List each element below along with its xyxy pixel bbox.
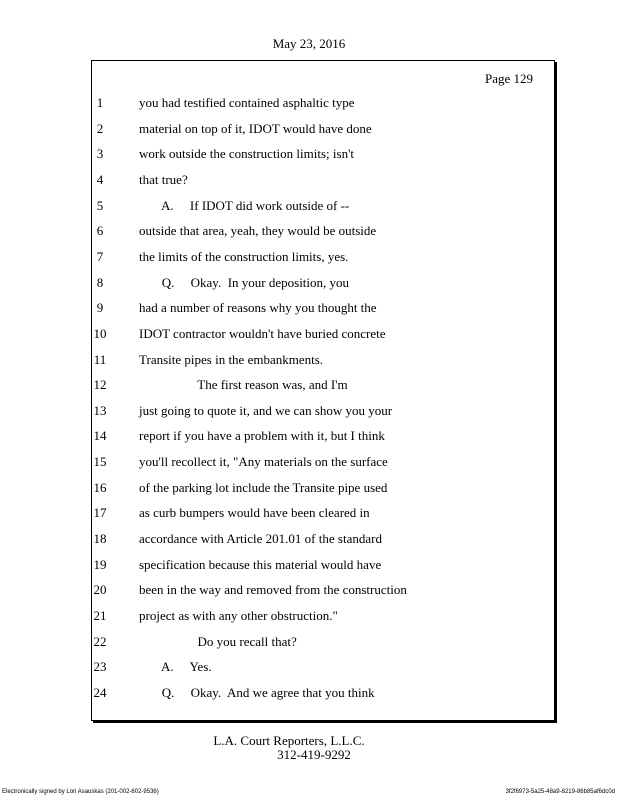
line-number: 10 <box>93 325 107 341</box>
line-text: been in the way and removed from the construction <box>139 582 407 598</box>
reporter-company: L.A. Court Reporters, L.L.C. <box>213 733 365 748</box>
line-number: 19 <box>93 556 107 572</box>
line-number: 20 <box>93 582 107 598</box>
line-text: Transite pipes in the embankments. <box>139 351 324 367</box>
line-number: 14 <box>93 428 107 444</box>
line-number: 1 <box>96 95 104 110</box>
line-text: you'll recollect it, "Any materials on the surface <box>139 454 388 470</box>
line-text: accordance with Article 201.01 of the standard <box>139 531 382 547</box>
line-number: 21 <box>93 608 107 623</box>
line-number: 11 <box>93 351 107 367</box>
line-text: The first reason was, and I'm <box>139 377 348 393</box>
transcript-date: May 23, 2016 <box>272 36 346 51</box>
line-text: Q. Okay. In your deposition, you <box>139 274 350 290</box>
line-text: Do you recall that? <box>139 633 297 649</box>
line-number: 6 <box>96 223 104 239</box>
line-text: outside that area, yeah, they would be outside <box>139 223 377 239</box>
page-number: Page 129 <box>485 71 534 86</box>
line-text: just going to quote it, and we can show you your <box>139 402 393 418</box>
reporter-phone: 312-419-9292 <box>277 747 351 762</box>
line-text: you had testified contained asphaltic type <box>139 95 355 110</box>
line-text: A. If IDOT did work outside of -- <box>139 197 350 213</box>
line-number: 24 <box>93 684 107 700</box>
line-text: that true? <box>139 171 188 187</box>
line-number: 18 <box>93 531 107 547</box>
line-number: 23 <box>93 659 107 675</box>
line-number: 15 <box>93 454 107 470</box>
line-text: of the parking lot include the Transite pipe used <box>139 479 388 495</box>
electronic-signature: Electronically signed by Lori Asauskas (201-002-602-9536) <box>2 789 159 795</box>
line-number: 4 <box>96 171 104 187</box>
line-number: 8 <box>96 274 104 290</box>
line-text: material on top of it, IDOT would have done <box>139 120 372 136</box>
line-number: 13 <box>93 402 107 418</box>
line-number: 9 <box>96 300 104 316</box>
line-text: IDOT contractor wouldn't have buried concrete <box>139 325 386 341</box>
line-number: 3 <box>96 146 104 162</box>
line-number: 2 <box>96 120 104 136</box>
line-number: 5 <box>96 197 104 213</box>
line-text: the limits of the construction limits, yes. <box>139 248 349 264</box>
line-number: 7 <box>96 248 104 264</box>
line-text: work outside the construction limits; isn't <box>139 146 355 162</box>
line-text: A. Yes. <box>139 659 212 675</box>
line-number: 12 <box>93 377 107 393</box>
line-text: project as with any other obstruction." <box>139 608 338 623</box>
line-text: had a number of reasons why you thought the <box>139 300 377 316</box>
line-text: report if you have a problem with it, but I think <box>139 428 385 444</box>
document-id: 3f2f6973-5a25-48a9-8219-86b85af6dc0d <box>505 789 615 795</box>
line-number: 17 <box>93 505 107 521</box>
line-text: as curb bumpers would have been cleared in <box>139 505 370 521</box>
line-number: 16 <box>93 479 107 495</box>
line-number: 22 <box>93 633 107 649</box>
line-text: Q. Okay. And we agree that you think <box>139 684 375 700</box>
line-text: specification because this material would have <box>139 556 382 572</box>
